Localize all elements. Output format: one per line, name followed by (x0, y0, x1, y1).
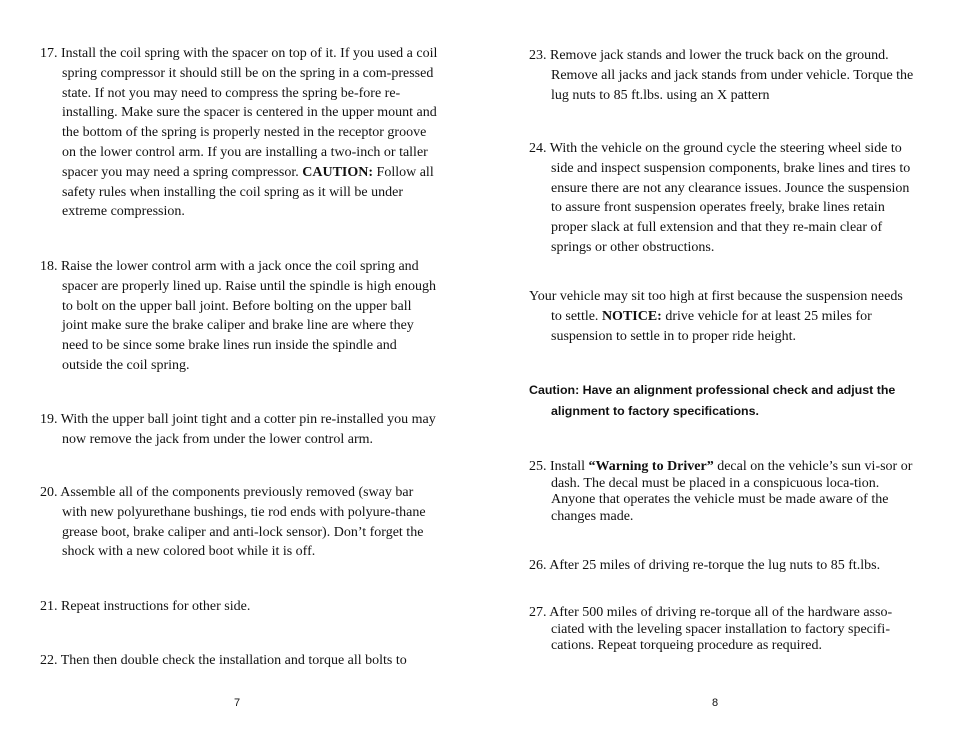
step-26 (529, 556, 914, 576)
step-18 (40, 257, 440, 376)
step-22-text: 22. Then then double check the installation and torque all bolts to (40, 653, 407, 668)
warning-to-driver-label: “Warning to Driver” (588, 459, 714, 474)
step-17 (40, 44, 440, 222)
notice-label: NOTICE: (601, 308, 662, 324)
step-27-text: 27. After 500 miles of driving re-torque all of the hardware asso-ciated with the leveling spacer installation to factory specifi-cations. Repeat torqueing procedure as required. (529, 605, 893, 653)
step-20-text: 20. Assemble all of the components previously removed (sway bar with new polyurethane bushings, tie rod ends with polyure-thane grease boot, brake caliper and anti-lock sensor). Don’t forget the shock with a new colored boot while it is off. (40, 485, 426, 560)
step-19-text: 19. With the upper ball joint tight and a cotter pin re-installed you may now remove the jack from under the lower control arm. (40, 412, 436, 447)
step-19 (40, 410, 440, 450)
step-23-text: 23. Remove jack stands and lower the truck back on the ground. Remove all jacks and jack stands from under vehicle. Torque the lug nuts to 85 ft.lbs. using an X pattern (529, 48, 914, 103)
step-22 (40, 651, 440, 671)
alignment-caution (529, 380, 929, 422)
settle-note-text: Your vehicle may sit too high at first because the suspension needs to settle. (529, 289, 903, 324)
step-24-text: 24. With the vehicle on the ground cycle the steering wheel side to side and inspect suspension components, brake lines and tires to ensure there are not any clearance issues. Jounce the suspension to assure front suspension operates freely, brake lines retain proper slack at full extension and that they re-main clear of springs or other obstructions. (529, 141, 911, 255)
step-25 (529, 459, 914, 525)
step-27 (529, 605, 914, 655)
settle-note-notice-text: drive vehicle for at least 25 miles for suspension to settle in to proper ride height. (551, 308, 872, 344)
right-page (477, 0, 954, 738)
page-number-left: 7 (234, 697, 241, 709)
page-number-right: 8 (712, 697, 719, 709)
step-21 (40, 597, 440, 617)
step-26-text: 26. After 25 miles of driving re-torque the lug nuts to 85 ft.lbs. (529, 558, 881, 573)
step-20 (40, 483, 440, 562)
step-25-detail-text: decal on the vehicle’s sun vi-sor or dash. The decal must be placed in a conspicuous loca-tion. Anyone that operates the vehicle must be made aware of the changes made. (551, 459, 913, 524)
settle-note (529, 287, 914, 346)
caution-label: CAUTION: (302, 164, 374, 180)
alignment-caution-text: Caution: Have an alignment professional check and adjust the alignment to factory specifications. (529, 383, 896, 418)
step-18-text: 18. Raise the lower control arm with a jack once the coil spring and spacer are properly lined up. Raise until the spindle is high enough to bolt on the upper ball joint. Before bolting on the upper ball joint make sure the brake caliper and brake line are where they need to be since some brake lines run inside the spindle and outside the coil spring. (40, 259, 437, 373)
step-25-text: 25. Install (529, 459, 585, 474)
step-21-text: 21. Repeat instructions for other side. (40, 599, 251, 614)
step-17-text: 17. Install the coil spring with the spacer on top of it. If you used a coil spring compressor it should still be on the spring in a com-pressed state. If not you may need to compress the spring be-fore re-installing. Make sure the spacer is centered in the upper mount and the bottom of the spring is properly nested in the receptor groove on the lower control arm. If you are installing a two-inch or taller spacer you may need a spring compressor. (40, 46, 438, 180)
step-17-caution-text: Follow all safety rules when installing the coil spring as it will be under extreme compression. (62, 164, 434, 220)
step-23 (529, 46, 914, 105)
step-24 (529, 139, 914, 258)
